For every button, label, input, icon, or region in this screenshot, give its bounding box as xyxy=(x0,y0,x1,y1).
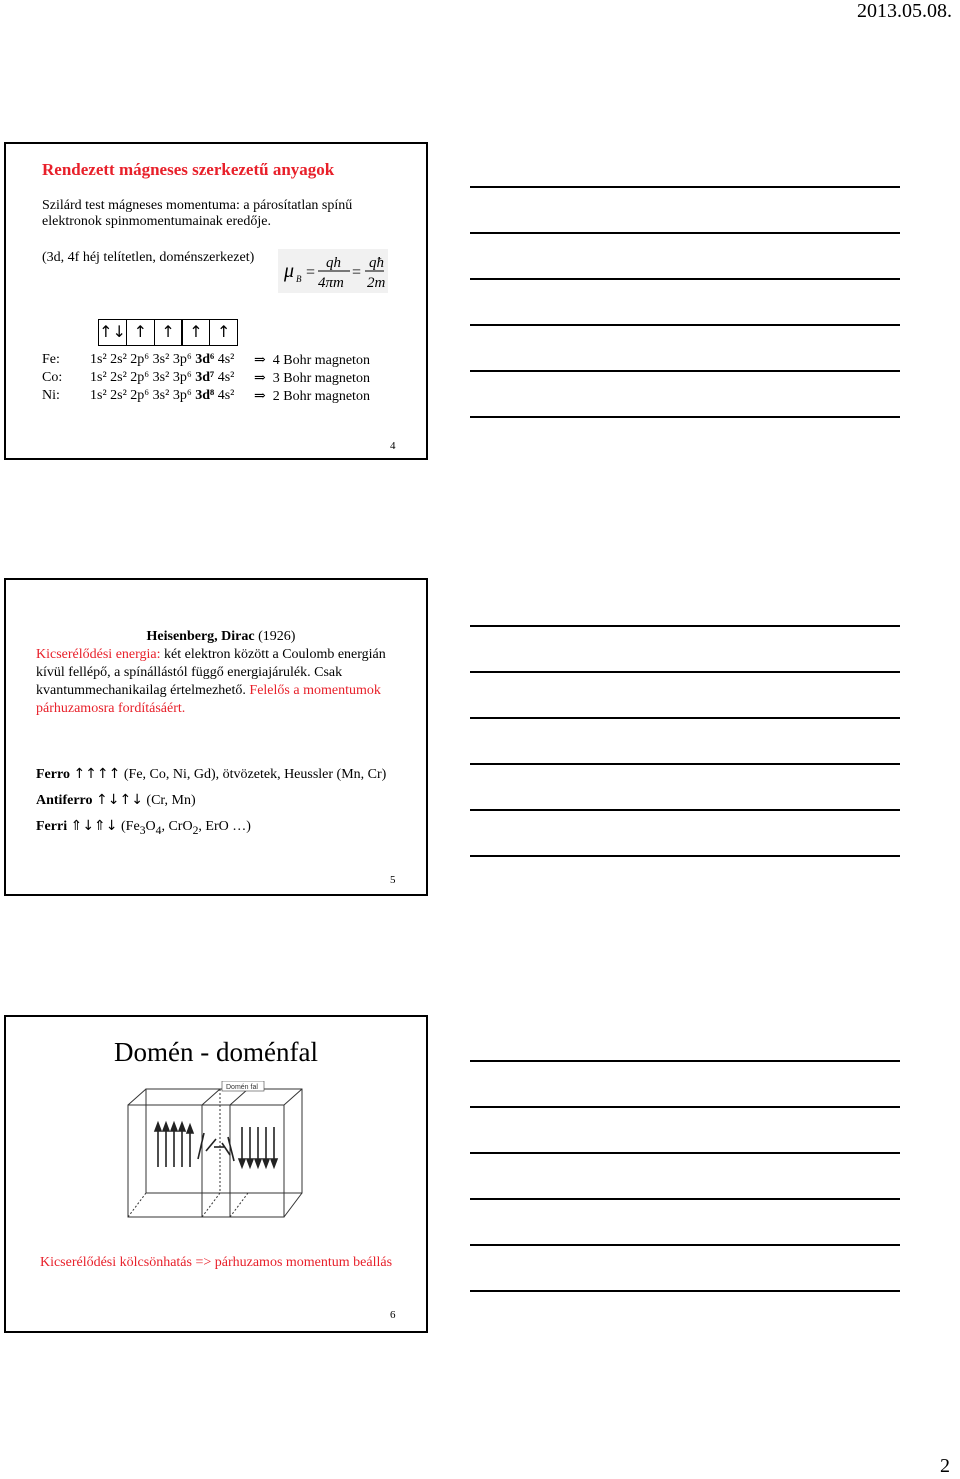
orbital-boxes xyxy=(98,319,237,346)
slide-intro: Szilárd test mágneses momentuma: a párosítatlan spínű elektronok spinmomentumainak eredője. xyxy=(42,198,353,229)
ferri-row: Ferri ⇑↓⇑↓ ($Fe_3O_4$, CrO$_2$, ErO …) xyxy=(36,818,251,837)
antiferro-arrows-icon: ↑↓↑↓ xyxy=(96,792,143,808)
domain-wall-label: Domén fal xyxy=(226,1084,258,1091)
svg-text:=: = xyxy=(306,264,316,281)
orbital-box: ↑ xyxy=(154,319,183,346)
header-date: 2013.05.08. xyxy=(857,0,952,22)
formula-mu-sub: B xyxy=(296,274,302,284)
orbital-box: ↑↓ xyxy=(98,319,127,346)
antiferro-row: Antiferro ↑↓↑↓ (Cr, Mn) xyxy=(36,792,196,808)
exchange-body: két elektron között a Coulomb energián kívül fellépő, a spínállástól függő energiajárulék. Csak kvantummechanikailag értelmezhető. xyxy=(36,647,386,698)
slide-5 xyxy=(4,578,428,896)
formula-den1: 4πm xyxy=(318,275,344,291)
heading-year: (1926) xyxy=(258,629,296,644)
slide-caption: Kicserélődési kölcsönhatás => párhuzamos momentum beállás xyxy=(39,1255,393,1270)
exchange-responsible: Felelős a momentumok párhuzamosra fordításáért. xyxy=(36,683,381,716)
svg-text:=: = xyxy=(352,264,362,281)
orbital-box: ↑ xyxy=(209,319,238,346)
notes-lines-2 xyxy=(470,625,900,901)
formula-num2: qħ xyxy=(369,255,384,271)
implies-icon: ⇒ xyxy=(254,353,266,368)
slide-6 xyxy=(4,1015,428,1333)
config-row-co: Co: 1s² 2s² 2p⁶ 3s² 3p⁶ 3d⁷ 4s² ⇒ 3 Bohr magneton xyxy=(42,370,370,386)
ferro-row: Ferro ↑↑↑↑ (Fe, Co, Ni, Gd), ötvözetek, Heussler (Mn, Cr) xyxy=(36,766,387,782)
notes-lines-1 xyxy=(470,186,900,462)
bohr-magneton-formula xyxy=(278,249,388,293)
ferri-arrows-icon: ⇑↓⇑↓ xyxy=(70,818,118,834)
slide-heading: Domén - doménfal xyxy=(114,1037,318,1067)
slide-number: 4 xyxy=(390,440,396,452)
implies-icon: ⇒ xyxy=(254,389,266,404)
shell-note: (3d, 4f héj telítetlen, doménszerkezet) xyxy=(42,250,255,265)
ferro-arrows-icon: ↑↑↑↑ xyxy=(73,766,121,782)
slide-4 xyxy=(4,142,428,460)
exchange-energy-label: Kicserélődési energia: xyxy=(36,647,161,662)
domain-wall-diagram xyxy=(118,1081,318,1231)
config-row-ni: Ni: 1s² 2s² 2p⁶ 3s² 3p⁶ 3d⁸ 4s² ⇒ 2 Bohr magneton xyxy=(42,388,370,404)
config-row-fe: Fe: 1s² 2s² 2p⁶ 3s² 3p⁶ 3d⁶ 4s² ⇒ 4 Bohr magneton xyxy=(42,352,370,368)
notes-lines-3 xyxy=(470,1060,900,1336)
heading-names: Heisenberg, Dirac xyxy=(146,629,255,644)
formula-den2: 2m xyxy=(367,275,386,291)
orbital-box: ↑ xyxy=(126,319,155,346)
slide-title: Rendezett mágneses szerkezetű anyagok xyxy=(42,160,335,179)
exchange-text xyxy=(36,628,406,718)
orbital-box: ↑ xyxy=(181,319,210,346)
implies-icon: ⇒ xyxy=(254,371,266,386)
slide-number: 6 xyxy=(390,1309,396,1321)
slide-number: 5 xyxy=(390,874,396,886)
page-number: 2 xyxy=(940,1455,950,1477)
formula-num1: qh xyxy=(326,255,341,271)
formula-mu: μ xyxy=(284,260,295,282)
